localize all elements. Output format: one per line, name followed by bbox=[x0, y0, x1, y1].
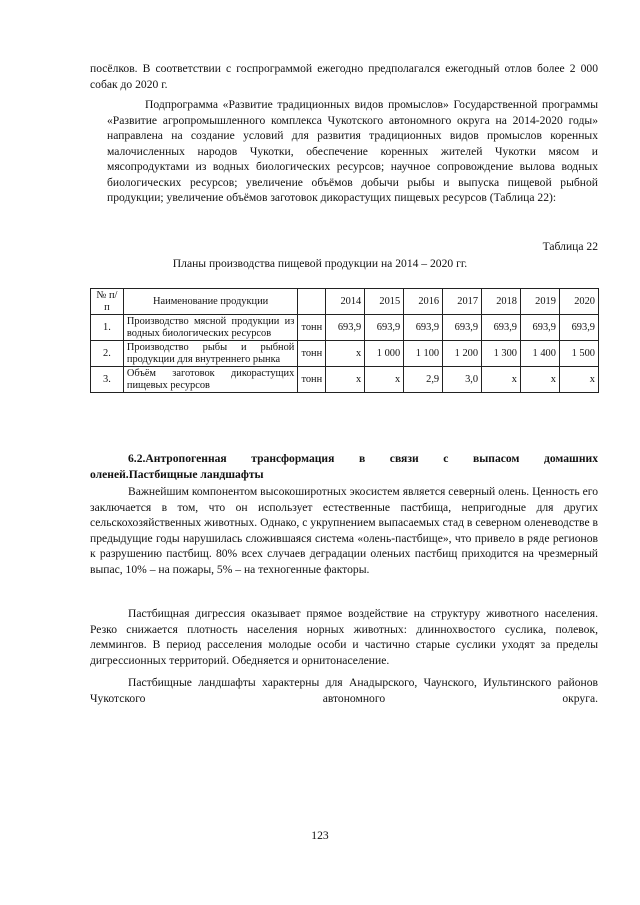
row-value: 1 200 bbox=[443, 341, 482, 367]
row-value: 1 500 bbox=[559, 341, 598, 367]
table-row bbox=[91, 315, 599, 341]
row-value: 693,9 bbox=[326, 315, 365, 341]
row-value: 693,9 bbox=[521, 315, 560, 341]
row-value: х bbox=[559, 367, 598, 393]
row-name: Производство рыбы и рыбной продукции для внутреннего рынка bbox=[123, 341, 297, 367]
row-unit: тонн bbox=[298, 341, 326, 367]
row-value: 2,9 bbox=[404, 367, 443, 393]
header-year: 2016 bbox=[404, 289, 443, 315]
row-unit: тонн bbox=[298, 315, 326, 341]
row-name: Производство мясной продукции из водных биологических ресурсов bbox=[123, 315, 297, 341]
row-num: 2. bbox=[91, 341, 124, 367]
row-value: х bbox=[326, 341, 365, 367]
row-value: х bbox=[326, 367, 365, 393]
production-plan-table bbox=[90, 288, 599, 393]
paragraph-landscapes: Пастбищные ландшафты характерны для Анадырского, Чаунского, Иультинского районов Чукотского автономного округа. bbox=[90, 676, 598, 705]
row-value: х bbox=[482, 367, 521, 393]
header-unit bbox=[298, 289, 326, 315]
row-num: 3. bbox=[91, 367, 124, 393]
table-row bbox=[91, 367, 599, 393]
table-header-row bbox=[91, 289, 599, 315]
header-num: № п/п bbox=[91, 289, 124, 315]
row-value: 1 100 bbox=[404, 341, 443, 367]
row-value: 3,0 bbox=[443, 367, 482, 393]
header-year: 2019 bbox=[521, 289, 560, 315]
page-number: 123 bbox=[311, 829, 329, 842]
paragraph-subprogram: Подпрограмма «Развитие традиционных видов промыслов» Государственной программы «Развитие агропромышленного комплекса Чукотского автономного округа на 2014-2020 годы» направлена на создание условий для развития традиционных видов промыслов коренных малочисленных народов Чукотки, обеспечение коренных жителей Чукотки мясом и мясопродуктами из водных биологических ресурсов; научное сопровождение вылова водных биологических ресурсов; увеличение объёмов добычи рыбы и выпуска пищевой рыбной продукции; увеличение объёмов заготовок дикорастущих пищевых ресурсов (Таблица 22): bbox=[107, 98, 598, 204]
row-name: Объём заготовок дикорастущих пищевых ресурсов bbox=[123, 367, 297, 393]
table-row bbox=[91, 341, 599, 367]
row-value: 693,9 bbox=[365, 315, 404, 341]
header-year: 2014 bbox=[326, 289, 365, 315]
row-unit: тонн bbox=[298, 367, 326, 393]
header-name: Наименование продукции bbox=[123, 289, 297, 315]
section-heading bbox=[90, 451, 598, 482]
header-year: 2015 bbox=[365, 289, 404, 315]
header-year: 2020 bbox=[559, 289, 598, 315]
header-year: 2018 bbox=[482, 289, 521, 315]
paragraph-intro: посёлков. В соответствии с госпрограммой ежегодно предполагался ежегодный отлов более 2 000 собак до 2020 г. bbox=[90, 62, 598, 91]
row-value: х bbox=[365, 367, 404, 393]
section-heading-line1: 6.2.Антропогенная трансформация в связи с выпасом домашних bbox=[128, 452, 598, 465]
header-year: 2017 bbox=[443, 289, 482, 315]
row-value: 1 400 bbox=[521, 341, 560, 367]
paragraph-digression: Пастбищная дигрессия оказывает прямое воздействие на структуру животного населения. Резко снижается плотность населения норных животных: длиннохвостого суслика, полевок, леммингов. В период расселения молодые особи и частично старые суслики уходят за пределы дигрессионных территорий. Обедняется и орнитонаселение. bbox=[90, 607, 598, 667]
row-value: 1 000 bbox=[365, 341, 404, 367]
row-value: 693,9 bbox=[559, 315, 598, 341]
row-num: 1. bbox=[91, 315, 124, 341]
row-value: 693,9 bbox=[482, 315, 521, 341]
row-value: х bbox=[521, 367, 560, 393]
row-value: 693,9 bbox=[443, 315, 482, 341]
section-heading-line2: оленей.Пастбищные ландшафты bbox=[90, 467, 264, 481]
table-caption: Таблица 22 bbox=[542, 240, 598, 253]
table-title: Планы производства пищевой продукции на 2014 – 2020 гг. bbox=[172, 257, 468, 270]
row-value: 1 300 bbox=[482, 341, 521, 367]
paragraph-reindeer: Важнейшим компонентом высокоширотных экосистем является северный олень. Ценность его заключается в том, что он использует естественные пастбища, непригодные для других сельскохозяйственных животных. Однако, с укрупнением выпасаемых стад в северном оленеводстве в предыдущие годы нарушилась сложившаяся система «олень-пастбище», что привело в ряде регионов к разрушению пастбищ. 80% всех случаев деградации оленьих пастбищ приходится на чрезмерный выпас, 10% – на пожары, 5% – на техногенные факторы. bbox=[90, 485, 598, 576]
row-value: 693,9 bbox=[404, 315, 443, 341]
